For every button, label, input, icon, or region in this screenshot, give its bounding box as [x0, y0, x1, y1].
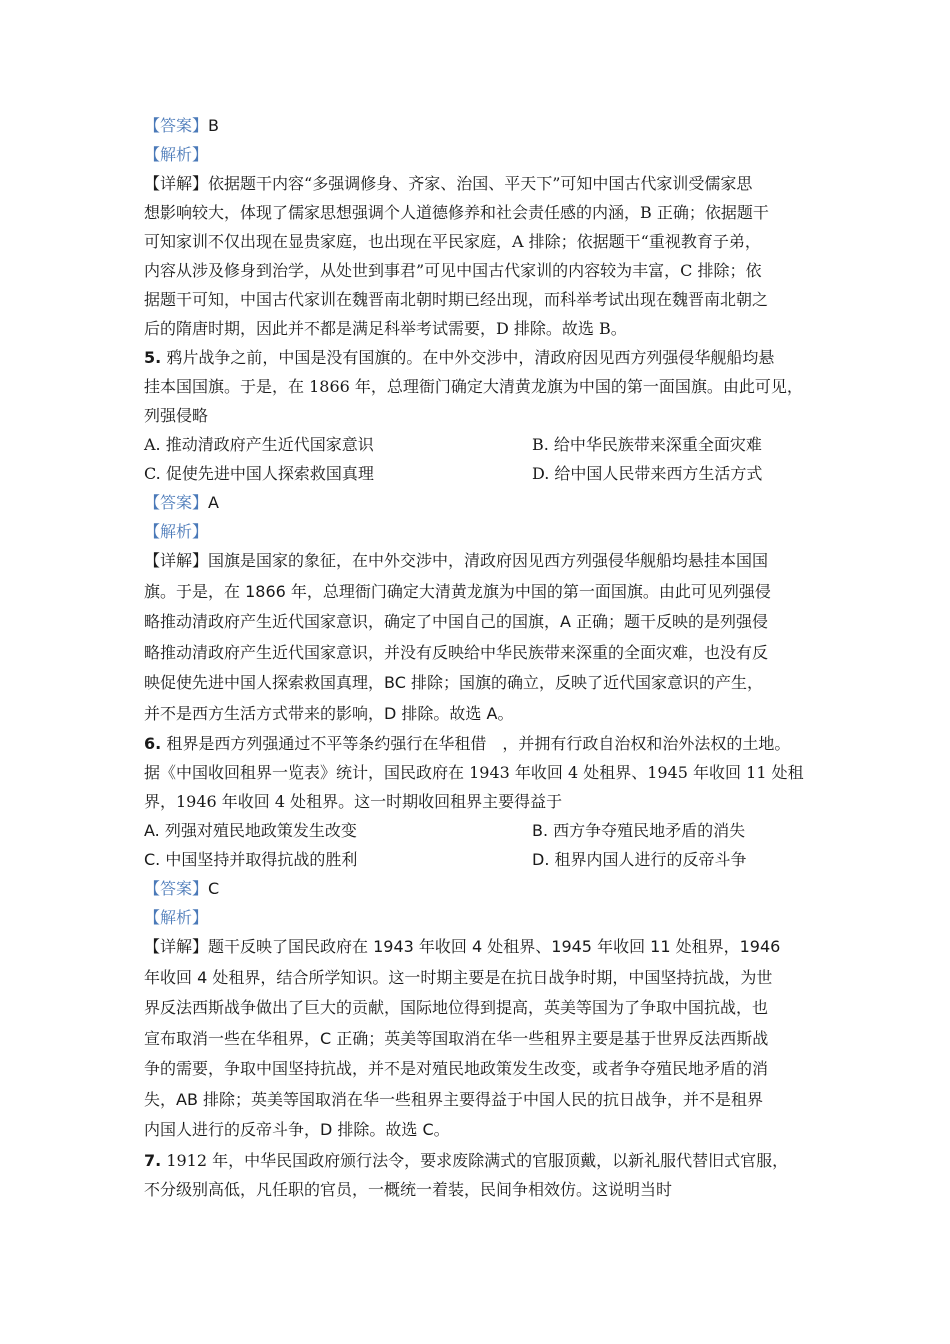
q5-stem-line: 列强侵略 [144, 406, 209, 425]
q7-stem-line [144, 1146, 814, 1175]
q6-options-row [144, 845, 814, 874]
q6-stem-line: 界，1946 年收回 4 处租界。这一时期收回租界主要得益于 [144, 792, 563, 811]
q6-stem-line: 据《中国收回租界一览表》统计，国民政府在 1943 年收回 4 处租界、1945 年收回 11 处租 [144, 763, 804, 782]
question-number: 5. [144, 348, 162, 367]
q6-detail-line: 争的需要，争取中国坚持抗战，并不是对殖民地政策发生改变，或者争夺殖民地矛盾的消 [144, 1059, 769, 1078]
detail-text: 题干反映了国民政府在 1943 年收回 4 处租界、1945 年收回 11 处租界，1946 [208, 937, 781, 956]
option-c: C. 中国坚持并取得抗战的胜利 [144, 850, 358, 869]
q5-detail-line: 并不是西方生活方式带来的影响，D 排除。故选 A。 [144, 703, 514, 723]
q6-detail-line: 界反法西斯战争做出了巨大的贡献，国际地位得到提高，英美等国为了争取中国抗战，也 [144, 998, 769, 1017]
answer-tag: 【答案】 [144, 116, 209, 135]
option-d: D. 给中国人民带来西方生活方式 [532, 464, 763, 483]
q4-detail-line: 后的隋唐时期，因此并不都是满足科举考试需要，D 排除。故选 B。 [144, 319, 627, 338]
q7-stem-line: 不分级别高低，凡任职的官员，一概统一着装，民间争相效仿。这说明当时 [144, 1179, 673, 1199]
q6-stem-line [144, 729, 814, 758]
stem-text: 鸦片战争之前，中国是没有国旗的。在中外交涉中，清政府因见西方列强侵华舰船均悬 [166, 348, 775, 367]
question-number: 6. [144, 734, 162, 753]
answer-tag: 【答案】 [144, 493, 209, 512]
q5-detail-line: 略推动清政府产生近代国家意识，并没有反映给中华民族带来深重的全面灾难，也没有反 [144, 642, 769, 662]
answer-value: A [208, 493, 219, 512]
option-b: B. 给中华民族带来深重全面灾难 [532, 435, 762, 454]
stem-text: 1912 年，中华民国政府颁行法令，要求废除满式的官服顶戴，以新礼服代替旧式官服， [166, 1150, 789, 1170]
document-page [144, 111, 814, 1204]
q5-stem-line [144, 343, 814, 372]
q6-answer-line [144, 874, 814, 903]
detail-tag: 【详解】 [144, 551, 209, 570]
q6-detail-line: 宣布取消一些在华租界，C 正确；英美等国取消在华一些租界主要是基于世界反法西斯战 [144, 1028, 769, 1048]
q6-detail-line: 失，AB 排除；英美等国取消在华一些租界主要得益于中国人民的抗日战争，并不是租界 [144, 1089, 764, 1109]
q6-detail-line: 年收回 4 处租界，结合所学知识。这一时期主要是在抗日战争时期，中国坚持抗战，为世 [144, 967, 773, 987]
q6-options-row [144, 816, 814, 845]
answer-tag: 【答案】 [144, 879, 209, 898]
option-d: D. 租界内国人进行的反帝斗争 [532, 850, 747, 869]
q5-detail-line [144, 546, 814, 577]
stem-text: 租界是西方列强通过不平等条约强行在华租借 ，并拥有行政自治权和治外法权的土地。 [166, 734, 791, 753]
option-a: A. 推动清政府产生近代国家意识 [144, 435, 374, 454]
q5-detail-line: 略推动清政府产生近代国家意识，确定了中国自己的国旗，A 正确；题干反映的是列强侵 [144, 612, 769, 631]
q5-options-row [144, 459, 814, 488]
question-number: 7. [144, 1150, 162, 1170]
q5-options-row [144, 430, 814, 459]
answer-value: C [208, 879, 220, 898]
q4-detail-line: 想影响较大，体现了儒家思想强调个人道德修养和社会责任感的内涵，B 正确；依据题干 [144, 203, 769, 222]
q6-detail-line: 内国人进行的反帝斗争，D 排除。故选 C。 [144, 1120, 450, 1139]
q5-detail-line: 旗。于是，在 1866 年，总理衙门确定大清黄龙旗为中国的第一面国旗。由此可见列强侵 [144, 581, 771, 601]
q5-detail-line: 映促使先进中国人探索救国真理，BC 排除；国旗的确立，反映了近代国家意识的产生， [144, 673, 763, 692]
option-b: B. 西方争夺殖民地矛盾的消失 [532, 821, 746, 840]
option-a: A. 列强对殖民地政策发生改变 [144, 821, 357, 840]
analysis-tag: 【解析】 [144, 522, 209, 541]
q4-detail-line: 可知家训不仅出现在显贵家庭，也出现在平民家庭，A 排除；依据题干“重视教育子弟， [144, 232, 761, 251]
detail-tag: 【详解】 [144, 174, 209, 193]
detail-tag: 【详解】 [144, 937, 209, 956]
q4-answer-line [144, 111, 814, 140]
q4-detail-line: 内容从涉及修身到治学，从处世到事君”可见中国古代家训的内容较为丰富，C 排除；依 [144, 261, 762, 280]
q6-detail-line [144, 932, 814, 963]
analysis-tag: 【解析】 [144, 145, 209, 164]
detail-text: 国旗是国家的象征，在中外交涉中，清政府因见西方列强侵华舰船均悬挂本国国 [208, 551, 769, 570]
q4-detail-line [144, 169, 814, 198]
q5-stem-line: 挂本国国旗。于是，在 1866 年，总理衙门确定大清黄龙旗为中国的第一面国旗。由此可见， [144, 377, 803, 396]
analysis-tag: 【解析】 [144, 908, 209, 927]
detail-text: 依据题干内容“多强调修身、齐家、治国、平天下”可知中国古代家训受儒家思 [208, 174, 753, 193]
q5-answer-line [144, 488, 814, 517]
option-c: C. 促使先进中国人探索救国真理 [144, 464, 374, 483]
answer-value: B [208, 116, 219, 135]
q4-detail-line: 据题干可知，中国古代家训在魏晋南北朝时期已经出现，而科举考试出现在魏晋南北朝之 [144, 290, 769, 309]
